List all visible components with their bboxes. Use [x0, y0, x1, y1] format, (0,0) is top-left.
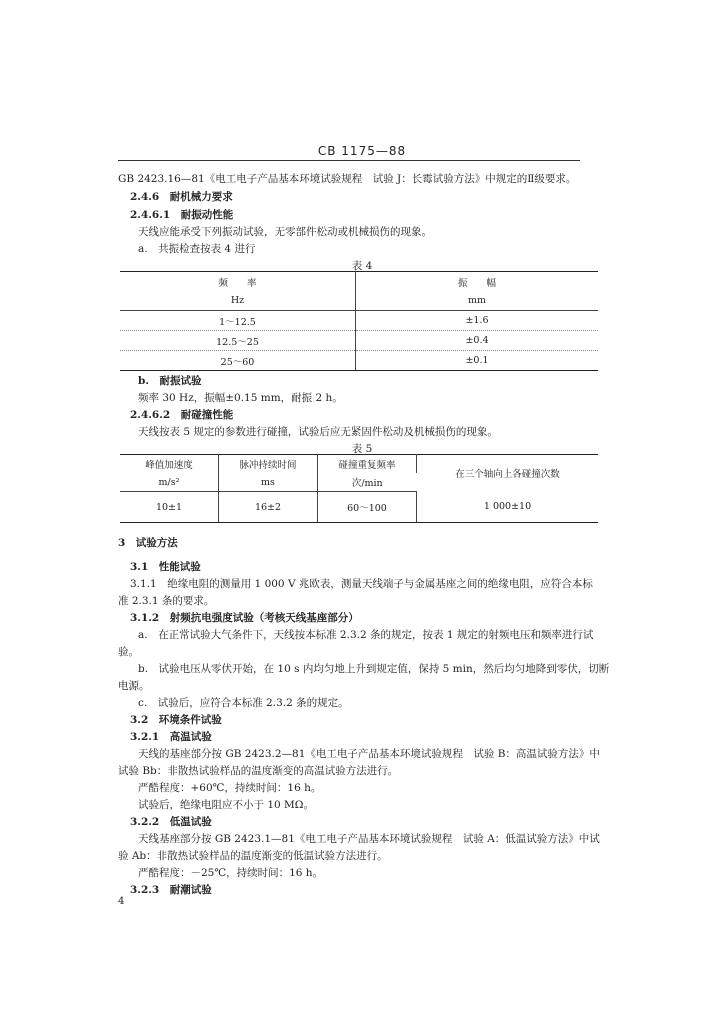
para-line: 验。	[118, 646, 139, 658]
t5-unit: m/s²	[120, 473, 219, 492]
section-heading: 3.2.2 低温试验	[130, 816, 212, 828]
chapter-heading: 3 试验方法	[118, 537, 178, 549]
t5-unit: 次/min	[318, 473, 417, 492]
para-line: 天线按表 5 规定的参数进行碰撞，试验后应无紧固件松动及机械损伤的现象。	[138, 426, 498, 438]
para-line: GB 2423.16—81《电工电子产品基本环境试验规程 试验 J：长霉试验方法》中规定的Ⅱ级要求。	[118, 173, 577, 185]
t4-col2-header: 振 幅	[356, 272, 599, 292]
t4-cell: 1～12.5	[120, 311, 356, 331]
t5-header: 脉冲持续时间	[219, 455, 318, 474]
para-line: 准 2.3.1 条的要求。	[118, 595, 215, 607]
t4-col1-unit: Hz	[120, 291, 356, 311]
table5-caption: 表 5	[351, 443, 373, 455]
table-4	[120, 271, 598, 371]
t4-cell: 12.5～25	[120, 331, 356, 351]
para-line: b. 试验电压从零伏开始，在 10 s 内均匀地上升到规定值，保持 5 min，然后均匀地降到零伏，切断	[138, 663, 610, 675]
t4-col1-header: 频 率	[120, 272, 356, 292]
para-line: a. 共振检查按表 4 进行	[138, 243, 256, 255]
t5-header: 在三个轴向上各碰撞次数	[417, 455, 599, 492]
t5-cell: 10±1	[120, 492, 219, 523]
para-line: 天线的基座部分按 GB 2423.2—81《电工电子产品基本环境试验规程 试验 B：高温试验方法》中	[138, 748, 600, 760]
para-line: 试验后，绝缘电阻应不小于 10 MΩ。	[138, 799, 314, 811]
t4-cell: 25～60	[120, 351, 356, 371]
para-line: 试验 Bb：非散热试验样品的温度渐变的高温试验方法进行。	[118, 765, 399, 777]
para-line: c. 试验后，应符合本标准 2.3.2 条的规定。	[138, 697, 349, 709]
para-line: 3.1.1 绝缘电阻的测量用 1 000 V 兆欧表，测量天线端子与金属基座之间的绝缘电阻，应符合本标	[130, 578, 593, 590]
t4-col2-unit: mm	[356, 291, 599, 311]
t5-header: 碰撞重复频率	[318, 455, 417, 474]
para-line: 天线基座部分按 GB 2423.1—81《电工电子产品基本环境试验规程 试验 A：低温试验方法》中试	[138, 833, 600, 845]
para-line: 严酷程度：－25℃，持续时间：16 h。	[138, 867, 324, 879]
section-heading: 2.4.6 耐机械力要求	[130, 191, 233, 203]
header-rule	[118, 160, 580, 161]
table4-caption: 表 4	[351, 260, 373, 272]
para-line: b. 耐振试验	[138, 375, 202, 387]
t5-cell: 16±2	[219, 492, 318, 523]
para-line: 电源。	[118, 680, 150, 692]
t4-cell: ±0.1	[356, 351, 599, 371]
para-line: a. 在正常试验大气条件下，天线按本标准 2.3.2 条的规定，按表 1 规定的射频电压和频率进行试	[138, 629, 594, 641]
para-line: 频率 30 Hz，振幅±0.15 mm，耐振 2 h。	[138, 392, 343, 404]
standard-number-header: CB 1175—88	[317, 144, 407, 158]
section-heading: 3.1.2 射频抗电强度试验（考核天线基座部分）	[130, 612, 359, 624]
para-line: 验 Ab：非散热试验样品的温度渐变的低温试验方法进行。	[118, 850, 388, 862]
table-5	[120, 454, 598, 523]
t5-header: 峰值加速度	[120, 455, 219, 474]
t5-unit: ms	[219, 473, 318, 492]
t5-cell: 60～100	[318, 492, 417, 523]
para-line: 严酷程度：+60℃，持续时间：16 h。	[138, 782, 322, 794]
t4-cell: ±1.6	[356, 311, 599, 331]
section-heading: 3.2.1 高温试验	[130, 731, 212, 743]
section-heading: 3.1 性能试验	[130, 561, 201, 573]
section-heading: 2.4.6.2 耐碰撞性能	[130, 409, 234, 421]
page-number: 4	[118, 896, 125, 907]
t4-cell: ±0.4	[356, 331, 599, 351]
section-heading: 3.2 环境条件试验	[130, 714, 222, 726]
para-line: 天线应能承受下列振动试验，无零部件松动或机械损伤的现象。	[138, 226, 432, 238]
t5-cell: 1 000±10	[417, 492, 599, 523]
section-heading: 2.4.6.1 耐振动性能	[130, 209, 234, 221]
section-heading: 3.2.3 耐潮试验	[130, 884, 212, 896]
